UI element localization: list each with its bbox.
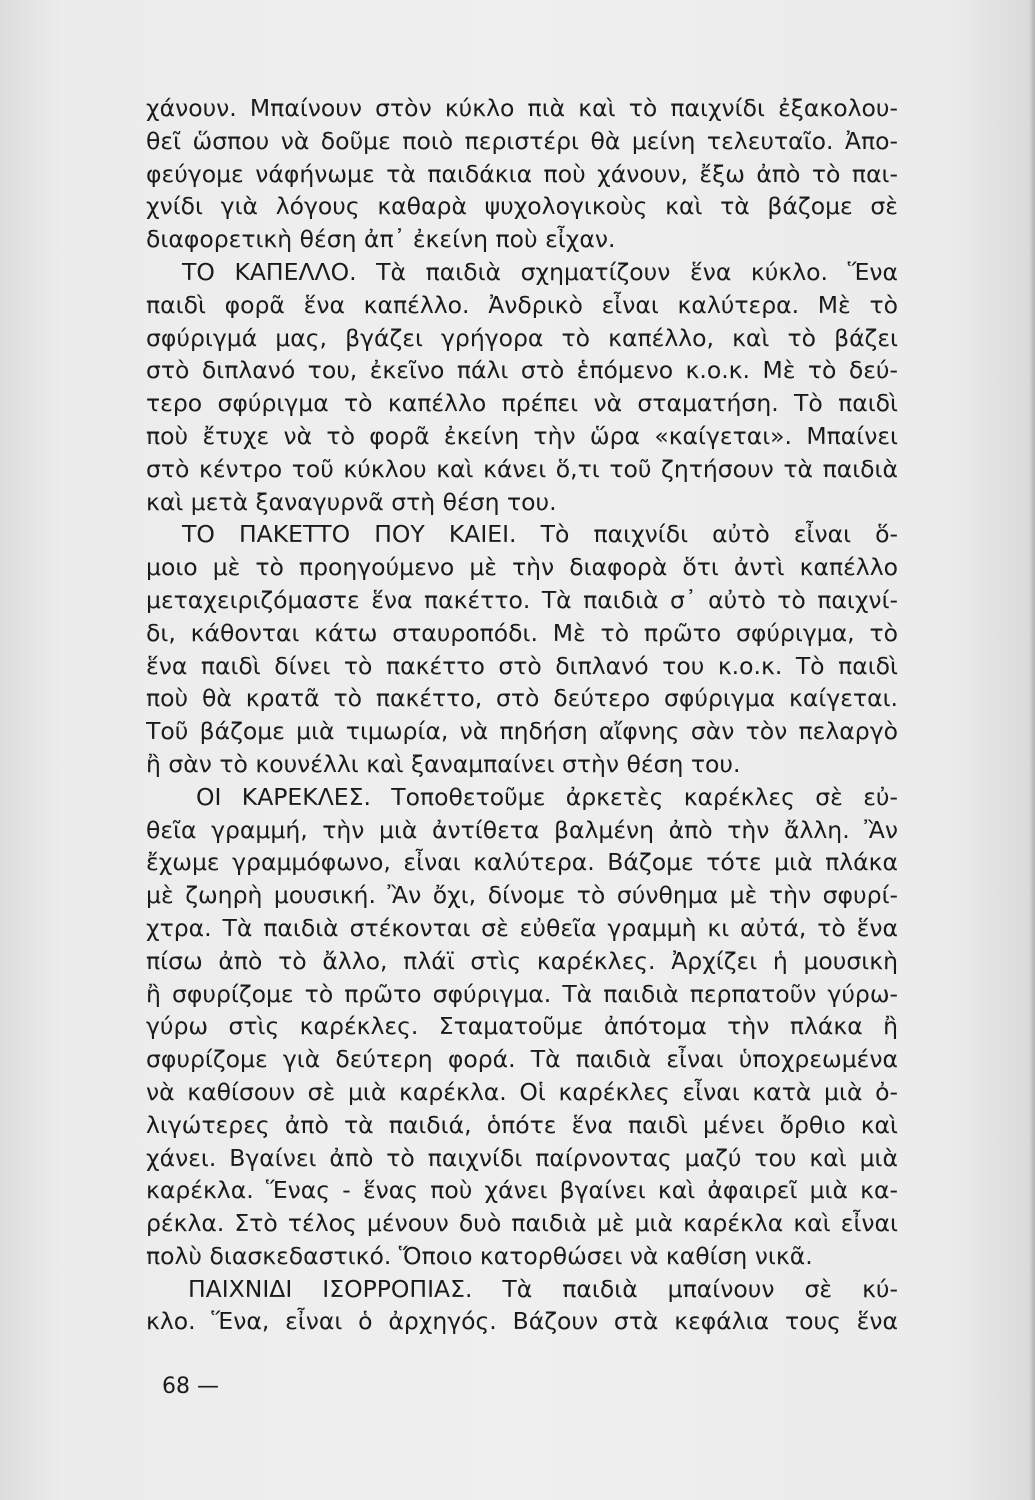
text-line: μοιο μὲ τὸ προηγούμενο μὲ τὴν διαφορὰ ὅτι ἀντὶ καπέλλο (146, 553, 898, 582)
text-line: πίσω ἀπὸ τὸ ἄλλο, πλάϊ στὶς καρέκλες. Ἀρχίζει ἡ μουσικὴ (146, 946, 898, 975)
text-line: ἔχωμε γραμμόφωνο, εἶναι καλύτερα. Βάζομε τότε μιὰ πλάκα (146, 848, 898, 877)
text-line: κλο. Ἕνα, εἶναι ὁ ἀρχηγός. Βάζουν στὰ κεφάλια τους ἕνα (146, 1307, 898, 1336)
text-line: Τοῦ βάζομε μιὰ τιμωρία, νὰ πηδήση αἴφνης σὰν τὸν πελαργὸ (146, 717, 898, 746)
text-line: μὲ ζωηρὴ μουσική. Ἂν ὄχι, δίνομε τὸ σύνθημα μὲ τὴν σφυρί- (146, 881, 898, 910)
text-line: σφύριγμά μας, βγάζει γρήγορα τὸ καπέλλο, καὶ τὸ βάζει (146, 323, 898, 352)
text-line: χνίδι γιὰ λόγους καθαρὰ ψυχολογικοὺς καὶ τὰ βάζομε σὲ (146, 192, 898, 221)
text-line: ρέκλα. Στὸ τέλος μένουν δυὸ παιδιὰ μὲ μιὰ καρέκλα καὶ εἶναι (146, 1209, 898, 1238)
text-line: μεταχειριζόμαστε ἕνα πακέττο. Τὰ παιδιὰ σ᾽ αὐτὸ τὸ παιχνί- (146, 585, 898, 614)
scan-edge-shadow (1029, 0, 1035, 1500)
text-line: ἕνα παιδὶ δίνει τὸ πακέττο στὸ διπλανό του κ.ο.κ. Τὸ παιδὶ (146, 651, 898, 680)
page-number: 68 — (162, 1374, 219, 1399)
text-line: θεῖα γραμμή, τὴν μιὰ ἀντίθετα βαλμένη ἀπὸ τὴν ἄλλη. Ἂν (146, 815, 898, 844)
section-heading-line: ΤΟ ΠΑΚΕΤΤΟ ΠΟΥ ΚΑΙΕΙ. Τὸ παιχνίδι αὐτὸ εἶναι ὅ- (182, 520, 898, 549)
section-heading-line: ΠΑΙΧΝΙΔΙ ΙΣΟΡΡΟΠΙΑΣ. Τὰ παιδιὰ μπαίνουν σὲ κύ- (188, 1274, 898, 1303)
text-line: καὶ μετὰ ξαναγυρνᾶ στὴ θέση του. (146, 487, 557, 516)
text-line: στὸ διπλανό του, ἐκεῖνο πάλι στὸ ἑπόμενο κ.ο.κ. Μὲ τὸ δεύ- (146, 356, 898, 385)
text-line: ἢ σὰν τὸ κουνέλλι καὶ ξαναμπαίνει στὴν θέση του. (146, 749, 741, 778)
text-line: καρέκλα. Ἕνας - ἕνας ποὺ χάνει βγαίνει καὶ ἀφαιρεῖ μιὰ κα- (146, 1176, 898, 1205)
text-line: τερο σφύριγμα τὸ καπέλλο πρέπει νὰ σταματήση. Τὸ παιδὶ (146, 389, 898, 418)
text-line: νὰ καθίσουν σὲ μιὰ καρέκλα. Οἱ καρέκλες εἶναι κατὰ μιὰ ὀ- (146, 1077, 898, 1106)
text-line: χάνει. Βγαίνει ἀπὸ τὸ παιχνίδι παίρνοντας μαζύ του καὶ μιὰ (146, 1143, 898, 1172)
body-text (146, 92, 898, 1338)
text-line: λιγώτερες ἀπὸ τὰ παιδιά, ὁπότε ἕνα παιδὶ μένει ὄρθιο καὶ (146, 1110, 898, 1139)
text-line: ποὺ θὰ κρατᾶ τὸ πακέττο, στὸ δεύτερο σφύριγμα καίγεται. (146, 684, 898, 713)
text-line: θεῖ ὥσπου νὰ δοῦμε ποιὸ περιστέρι θὰ μείνη τελευταῖο. Ἀπο- (146, 126, 898, 155)
text-line: διαφορετικὴ θέση ἀπ᾽ ἐκείνη ποὺ εἶχαν. (146, 225, 616, 254)
text-line: φεύγομε νάφήνωμε τὰ παιδάκια ποὺ χάνουν, ἔξω ἀπὸ τὸ παι- (146, 159, 898, 188)
section-heading-line: ΟΙ ΚΑΡΕΚΛΕΣ. Τοποθετοῦμε ἀρκετὲς καρέκλες σὲ εὐ- (196, 782, 898, 811)
text-line: δι, κάθονται κάτω σταυροπόδι. Μὲ τὸ πρῶτο σφύριγμα, τὸ (146, 618, 898, 647)
text-line: στὸ κέντρο τοῦ κύκλου καὶ κάνει ὅ,τι τοῦ ζητήσουν τὰ παιδιὰ (146, 454, 898, 483)
text-line: ἢ σφυρίζομε τὸ πρῶτο σφύριγμα. Τὰ παιδιὰ περπατοῦν γύρω- (146, 979, 898, 1008)
text-line: σφυρίζομε γιὰ δεύτερη φορά. Τὰ παιδιὰ εἶναι ὑποχρεωμένα (146, 1045, 898, 1074)
text-line: πολὺ διασκεδαστικό. Ὅποιο κατορθώσει νὰ καθίση νικᾶ. (146, 1241, 813, 1270)
text-line: χάνουν. Μπαίνουν στὸν κύκλο πιὰ καὶ τὸ παιχνίδι ἐξακολου- (146, 94, 898, 122)
text-line: ποὺ ἔτυχε νὰ τὸ φορᾶ ἐκείνη τὴν ὥρα «καίγεται». Μπαίνει (146, 421, 898, 450)
text-line: γύρω στὶς καρέκλες. Σταματοῦμε ἀπότομα τὴν πλάκα ἢ (146, 1012, 898, 1041)
section-heading-line: ΤΟ ΚΑΠΕΛΛΟ. Τὰ παιδιὰ σχηματίζουν ἕνα κύκλο. Ἕνα (182, 257, 898, 286)
text-line: χτρα. Τὰ παιδιὰ στέκονται σὲ εὐθεῖα γραμμὴ κι αὐτά, τὸ ἕνα (146, 913, 898, 942)
text-line: παιδὶ φορᾶ ἕνα καπέλλο. Ἀνδρικὸ εἶναι καλύτερα. Μὲ τὸ (146, 290, 898, 319)
